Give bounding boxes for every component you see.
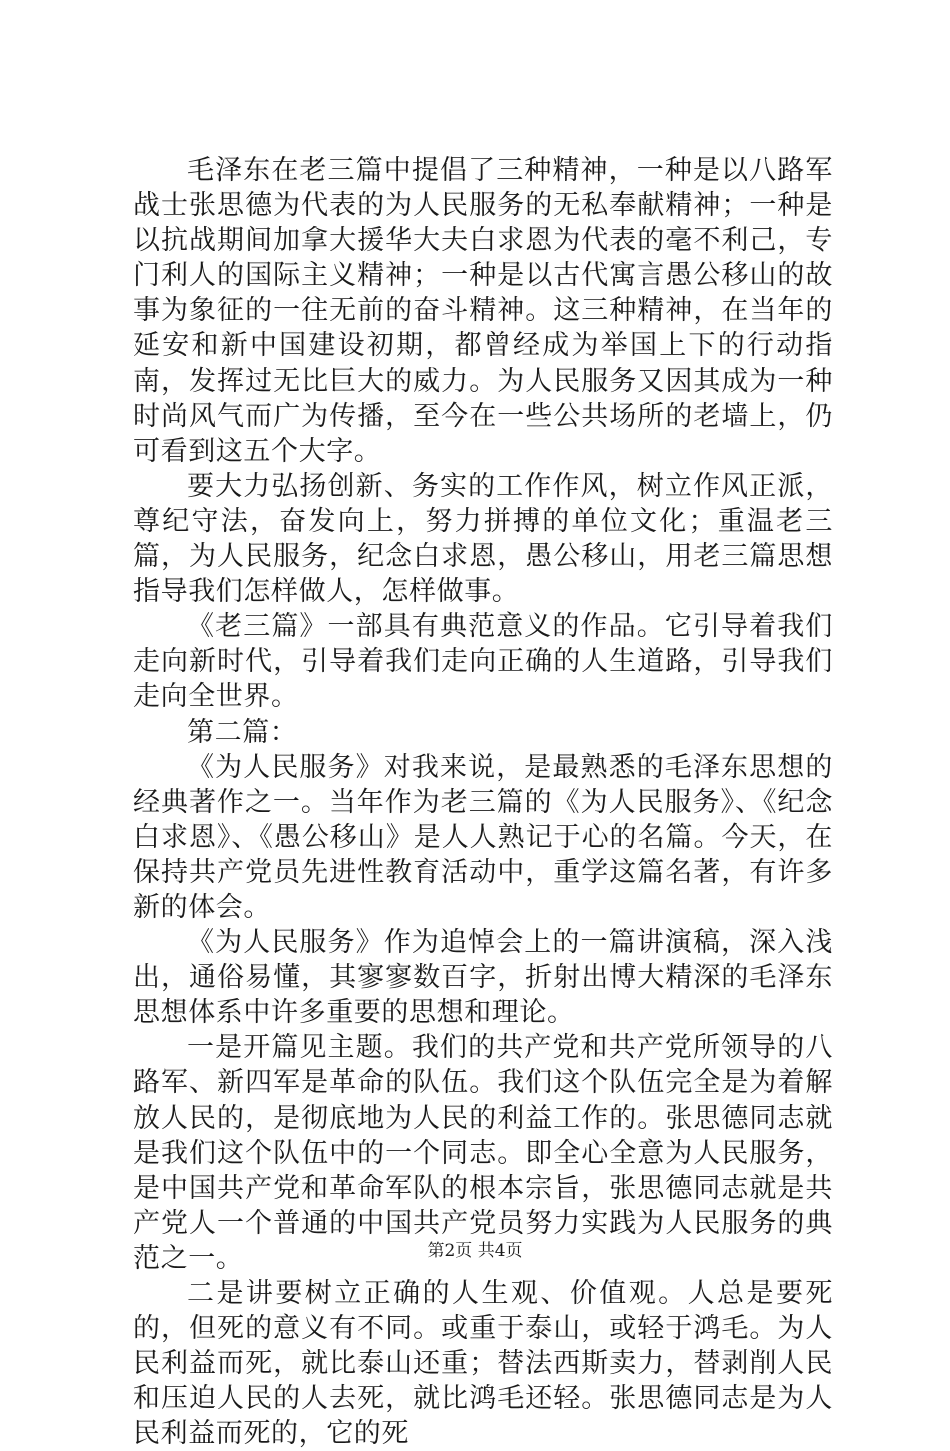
paragraph-7: 一是开篇见主题。我们的共产党和共产党所领导的八路军、新四军是革命的队伍。我们这个队伍完全是为着解放人民的，是彻底地为人民的利益工作的。张思德同志就是我们这个队伍中的一个同志。即全心全意为人民服务，是中国共产党和革命军队的根本宗旨，张思德同志就是共产党人一个普通的中国共产党员努力实践为人民服务的典范之一。 bbox=[133, 1032, 833, 1274]
paragraph-3: 《老三篇》一部具有典范意义的作品。它引导着我们走向新时代，引导着我们走向正确的人生道路，引导我们走向全世界。 bbox=[133, 611, 833, 713]
paragraph-1: 毛泽东在老三篇中提倡了三种精神，一种是以八路军战士张思德为代表的为人民服务的无私奉献精神；一种是以抗战期间加拿大援华大夫白求恩为代表的毫不利己，专门利人的国际主义精神；一种是以古代寓言愚公移山的故事为象征的一往无前的奋斗精神。这三种精神，在当年的延安和新中国建设初期，都曾经成为举国上下的行动指南，发挥过无比巨大的威力。为人民服务又因其成为一种时尚风气而广为传播，至今在一些公共场所的老墙上，仍可看到这五个大字。 bbox=[133, 155, 833, 467]
paragraph-8: 二是讲要树立正确的人生观、价值观。人总是要死的，但死的意义有不同。或重于泰山，或轻于鸿毛。为人民利益而死，就比泰山还重；替法西斯卖力，替剥削人民和压迫人民的人去死，就比鸿毛还轻。张思德同志是为人民利益而死的，它的死 bbox=[133, 1278, 833, 1450]
page-number-footer: 第2页 共4页 bbox=[427, 1241, 523, 1261]
paragraph-5: 《为人民服务》对我来说，是最熟悉的毛泽东思想的经典著作之一。当年作为老三篇的《为人民服务》、《纪念白求恩》、《愚公移山》是人人熟记于心的名篇。今天，在保持共产党员先进性教育活动中，重学这篇名著，有许多新的体会。 bbox=[133, 751, 833, 923]
section-heading-part-two: 第二篇： bbox=[187, 716, 298, 748]
paragraph-2: 要大力弘扬创新、务实的工作作风，树立作风正派，尊纪守法，奋发向上，努力拼搏的单位文化；重温老三篇，为人民服务，纪念白求恩，愚公移山，用老三篇思想指导我们怎样做人，怎样做事。 bbox=[133, 470, 833, 608]
paragraph-6: 《为人民服务》作为追悼会上的一篇讲演稿，深入浅出，通俗易懂，其寥寥数百字，折射出博大精深的毛泽东思想体系中许多重要的思想和理论。 bbox=[133, 927, 833, 1029]
